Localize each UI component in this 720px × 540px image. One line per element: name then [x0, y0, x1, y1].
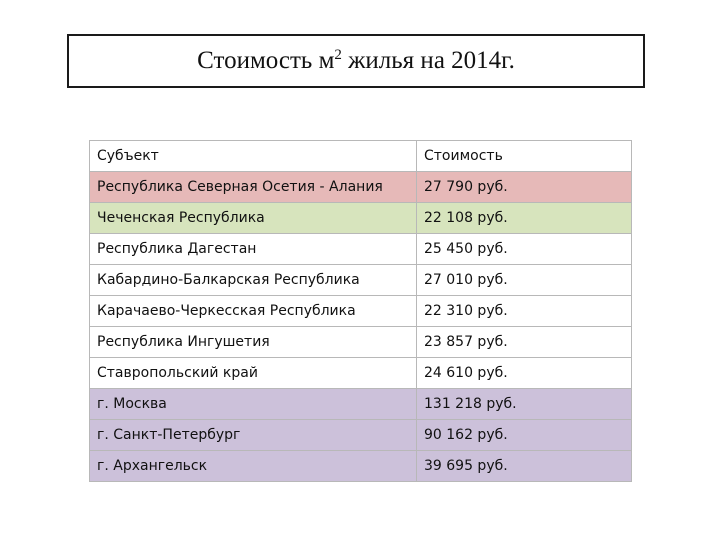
table-row [90, 203, 632, 234]
cell-cost: 22 310 руб. [417, 296, 632, 327]
cell-subject: Кабардино-Балкарская Республика [90, 265, 417, 296]
cell-cost: 25 450 руб. [417, 234, 632, 265]
cell-subject: Республика Ингушетия [90, 327, 417, 358]
table-row [90, 420, 632, 451]
slide-title [197, 47, 515, 75]
slide-title-box [67, 34, 645, 88]
header-cost: Стоимость [417, 141, 632, 172]
title-superscript: 2 [334, 47, 342, 63]
cell-cost: 90 162 руб. [417, 420, 632, 451]
table-row [90, 296, 632, 327]
cell-subject: г. Архангельск [90, 451, 417, 482]
cell-cost: 39 695 руб. [417, 451, 632, 482]
cell-subject: Чеченская Республика [90, 203, 417, 234]
table-row [90, 451, 632, 482]
cell-cost: 23 857 руб. [417, 327, 632, 358]
title-text-after: жилья на 2014г. [341, 47, 515, 74]
table-row [90, 327, 632, 358]
cell-cost: 27 010 руб. [417, 265, 632, 296]
cost-table [89, 140, 632, 482]
cell-subject: Ставропольский край [90, 358, 417, 389]
table-row [90, 358, 632, 389]
table-row [90, 172, 632, 203]
cell-subject: г. Санкт-Петербург [90, 420, 417, 451]
cell-subject: Республика Северная Осетия - Алания [90, 172, 417, 203]
cell-cost: 24 610 руб. [417, 358, 632, 389]
table-header-row [90, 141, 632, 172]
table-row [90, 234, 632, 265]
cell-cost: 27 790 руб. [417, 172, 632, 203]
cell-subject: г. Москва [90, 389, 417, 420]
title-text-before: Стоимость м [197, 47, 335, 74]
table-row [90, 265, 632, 296]
cell-cost: 131 218 руб. [417, 389, 632, 420]
table-row [90, 389, 632, 420]
header-subject: Субъект [90, 141, 417, 172]
cell-subject: Республика Дагестан [90, 234, 417, 265]
cell-cost: 22 108 руб. [417, 203, 632, 234]
cell-subject: Карачаево-Черкесская Республика [90, 296, 417, 327]
